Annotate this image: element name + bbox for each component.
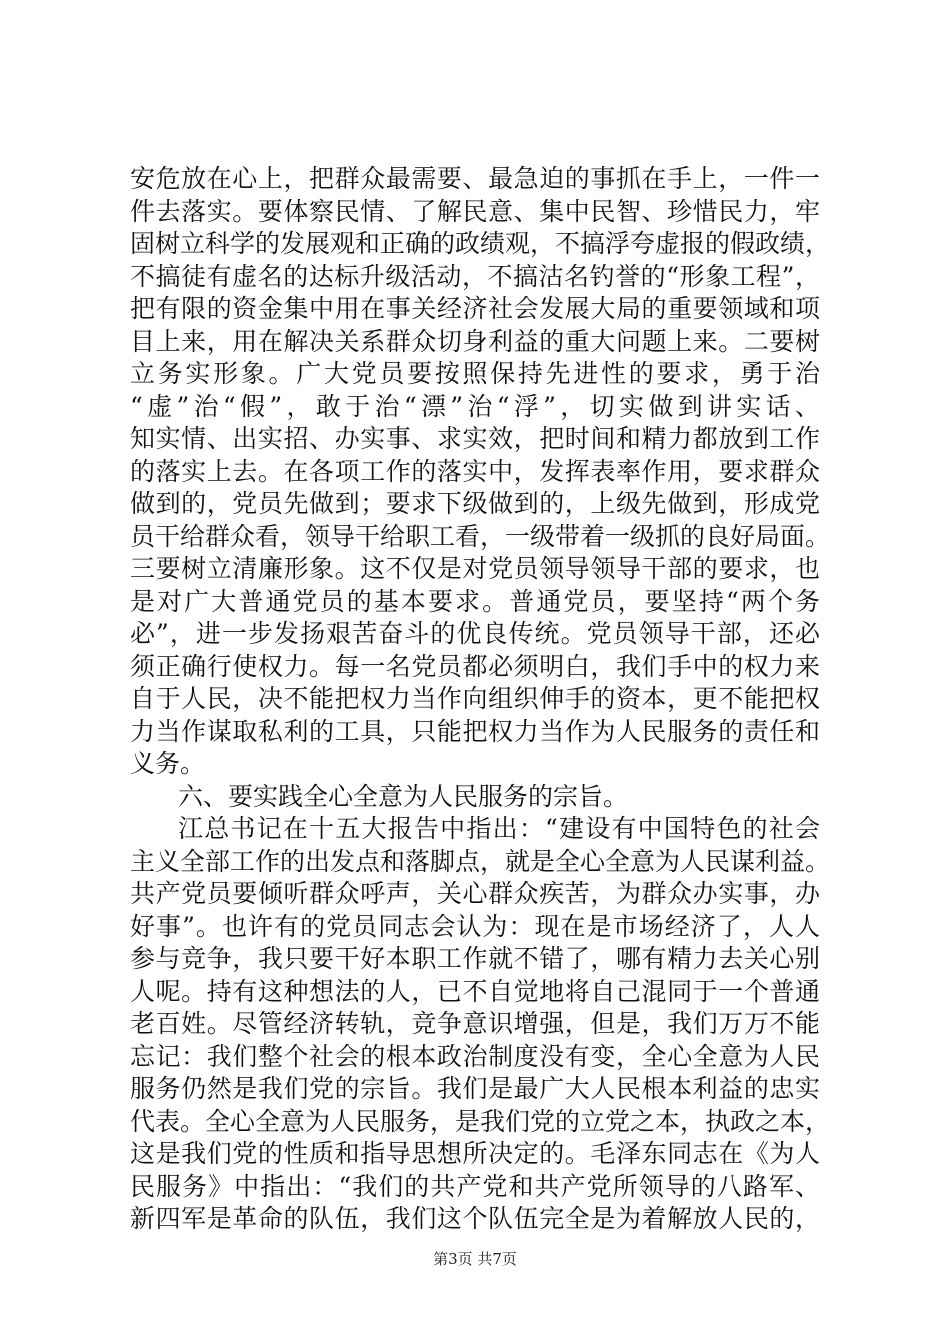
text-line: 做到的，党员先做到；要求下级做到的，上级先做到，形成党 — [130, 489, 820, 518]
text-line: “虚”治“假”，敢于治“漂”治“浮”，切实做到讲实话、 — [130, 391, 820, 421]
text-line: 必”，进一步发扬艰苦奋斗的优良传统。党员领导干部，还必 — [130, 619, 820, 648]
page-number: 第3页 共7页 — [433, 1250, 517, 1268]
text-line: 安危放在心上，把群众最需要、最急迫的事抓在手上，一件一 — [130, 164, 820, 193]
text-line: 义务。 — [130, 749, 206, 778]
text-line: 立务实形象。广大党员要按照保持先进性的要求，勇于治 — [130, 359, 820, 388]
document-body — [130, 163, 831, 1236]
text-line: 自于人民，决不能把权力当作向组织伸手的资本，更不能把权 — [130, 684, 820, 713]
text-line: 主义全部工作的出发点和落脚点，就是全心全意为人民谋利益。 — [130, 846, 831, 876]
text-line: 是对广大普通党员的基本要求。普通党员，要坚持“两个务 — [130, 586, 820, 616]
text-line: 力当作谋取私利的工具，只能把权力当作为人民服务的责任和 — [130, 716, 820, 746]
text-line: 件去落实。要体察民情、了解民意、集中民智、珍惜民力，牢 — [130, 196, 820, 226]
text-line: 须正确行使权力。每一名党员都必须明白，我们手中的权力来 — [130, 651, 820, 681]
text-line: 服务仍然是我们党的宗旨。我们是最广大人民根本利益的忠实 — [130, 1074, 820, 1103]
text-line: 固树立科学的发展观和正确的政绩观，不搞浮夸虚报的假政绩， — [130, 229, 831, 258]
text-line: 忘记：我们整个社会的根本政治制度没有变，全心全意为人民 — [130, 1041, 820, 1071]
text-line: 目上来，用在解决关系群众切身利益的重大问题上来。二要树 — [130, 326, 820, 356]
section-heading: 六、要实践全心全意为人民服务的宗旨。 — [178, 781, 629, 811]
text-line: 参与竞争，我只要干好本职工作就不错了，哪有精力去关心别 — [130, 944, 820, 973]
text-line: 人呢。持有这种想法的人，已不自觉地将自己混同于一个普通 — [130, 976, 820, 1006]
text-line: 这是我们党的性质和指导思想所决定的。毛泽东同志在《为人 — [130, 1139, 820, 1168]
text-line: 老百姓。尽管经济转轨，竞争意识增强，但是，我们万万不能 — [130, 1009, 820, 1038]
text-line: 把有限的资金集中用在事关经济社会发展大局的重要领域和项 — [130, 294, 820, 323]
text-line: 员干给群众看，领导干给职工看，一级带着一级抓的良好局面。 — [130, 521, 831, 551]
text-line: 三要树立清廉形象。这不仅是对党员领导领导干部的要求，也 — [130, 554, 820, 583]
text-line: 民服务》中指出：“我们的共产党和共产党所领导的八路军、 — [130, 1171, 820, 1201]
text-line: 代表。全心全意为人民服务，是我们党的立党之本，执政之本， — [130, 1106, 831, 1136]
text-line: 好事”。也许有的党员同志会认为：现在是市场经济了，人人 — [130, 911, 820, 941]
text-line: 新四军是革命的队伍，我们这个队伍完全是为着解放人民的， — [130, 1204, 820, 1233]
text-line: 知实情、出实招、办实事、求实效，把时间和精力都放到工作 — [130, 424, 820, 453]
text-line: 共产党员要倾听群众呼声，关心群众疾苦，为群众办实事，办 — [130, 879, 820, 908]
text-line: 不搞徒有虚名的达标升级活动，不搞沽名钓誉的“形象工程”， — [130, 261, 820, 291]
text-line: 的落实上去。在各项工作的落实中，发挥表率作用，要求群众 — [130, 456, 820, 486]
text-line: 江总书记在十五大报告中指出：“建设有中国特色的社会 — [178, 814, 820, 843]
